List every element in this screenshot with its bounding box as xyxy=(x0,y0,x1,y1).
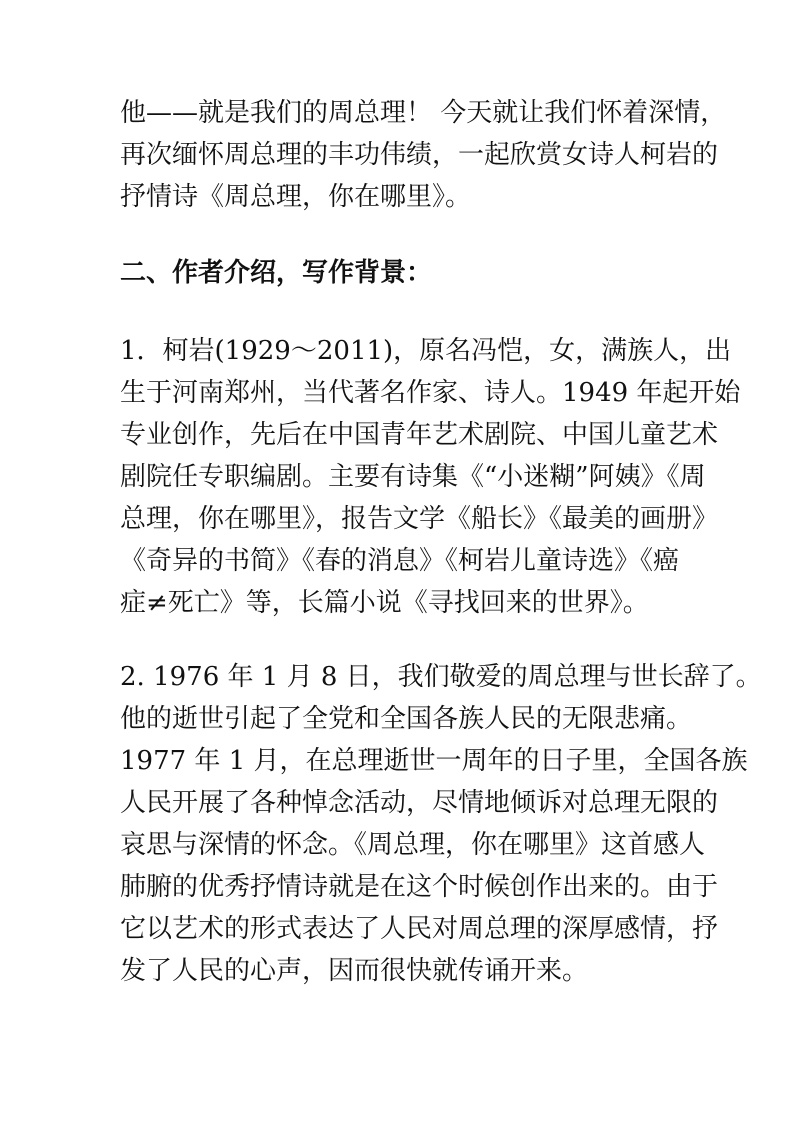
item1-line-7: 症≠死亡》等，长篇小说《寻找回来的世界》。 xyxy=(120,588,649,618)
item2-line-2: 他的逝世引起了全党和全国各族人民的无限悲痛。 xyxy=(120,704,693,734)
item1-line-4: 剧院任专职编剧。主要有诗集《“小迷糊”阿姨》《周 xyxy=(120,462,706,492)
item1-line-6: 《奇异的书简》《春的消息》《柯岩儿童诗选》《癌 xyxy=(120,546,680,576)
item1-line-1: 1．柯岩(1929～2011)，原名冯恺，女，满族人，出 xyxy=(120,336,732,366)
item2-line-4: 人民开展了各种悼念活动，尽情地倾诉对总理无限的 xyxy=(120,788,719,818)
item1-line-5: 总理，你在哪里》，报告文学《船长》《最美的画册》 xyxy=(120,504,719,534)
item2-line-3: 1977 年 1 月，在总理逝世一周年的日子里，全国各族 xyxy=(120,746,748,776)
item2-line-5: 哀思与深情的怀念。《周总理，你在哪里》这首感人 xyxy=(120,830,706,860)
item2-line-7: 它以艺术的形式表达了人民对周总理的深厚感情，抒 xyxy=(120,914,719,944)
intro-line-3: 抒情诗《周总理，你在哪里》。 xyxy=(120,182,472,212)
item2-line-6: 肺腑的优秀抒情诗就是在这个时候创作出来的。由于 xyxy=(120,872,719,902)
section-heading: 二、作者介绍，写作背景： xyxy=(120,258,433,288)
item1-line-2: 生于河南郑州，当代著名作家、诗人。1949 年起开始 xyxy=(120,378,741,408)
intro-line-2: 再次缅怀周总理的丰功伟绩，一起欣赏女诗人柯岩的 xyxy=(120,140,719,170)
item1-line-3: 专业创作，先后在中国青年艺术剧院、中国儿童艺术 xyxy=(120,420,719,450)
item2-line-1: 2. 1976 年 1 月 8 日，我们敬爱的周总理与世长辞了。 xyxy=(120,662,762,692)
intro-line-1: 他——就是我们的周总理！ 今天就让我们怀着深情， xyxy=(120,98,727,128)
item2-line-8: 发了人民的心声，因而很快就传诵开来。 xyxy=(120,956,589,986)
